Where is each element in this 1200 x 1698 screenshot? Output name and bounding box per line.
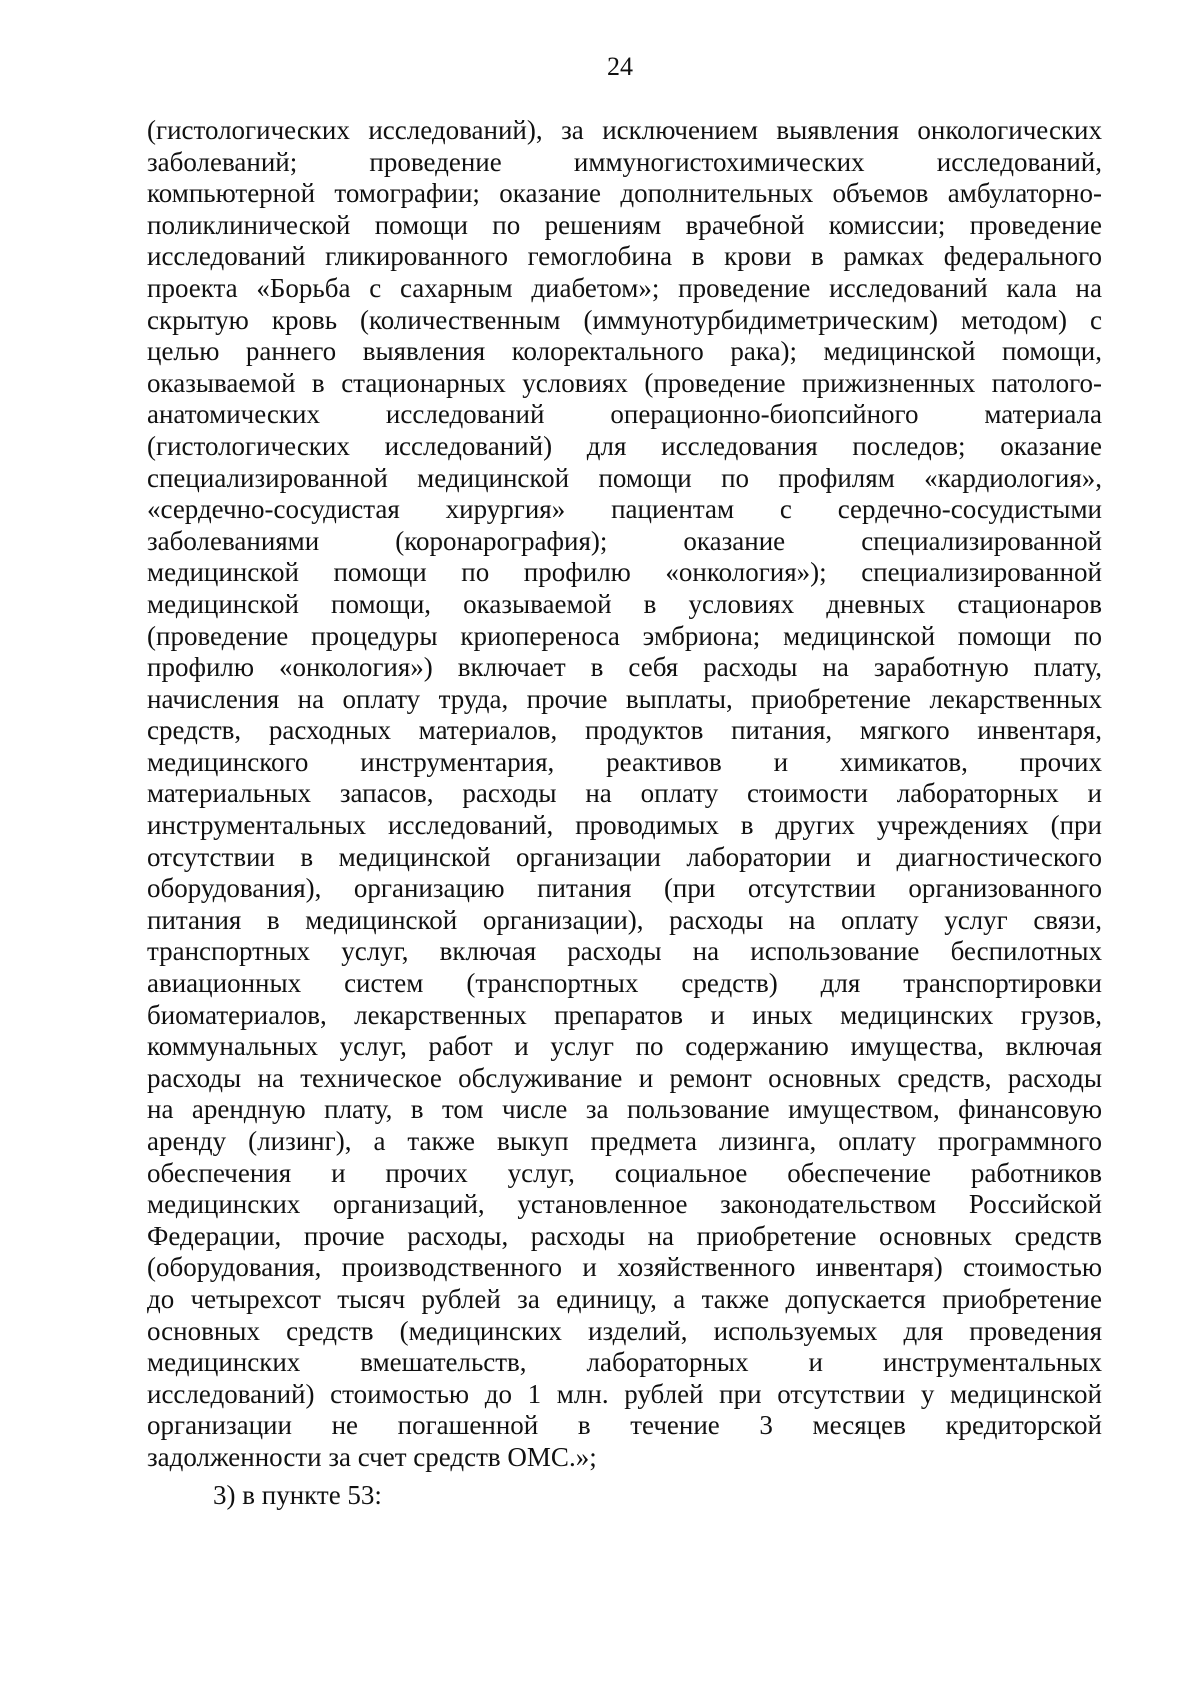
paragraph-line: медицинских организаций, установленное законодательством Российской [147,1189,1102,1220]
paragraph-line: на арендную плату, в том числе за пользование имуществом, финансовую [147,1094,1102,1125]
paragraph-line: заболеваний; проведение иммуногистохимических исследований, [147,146,1102,177]
paragraph-line: (гистологических исследований), за исключением выявления онкологических [147,115,1102,145]
paragraph-line: поликлинической помощи по решениям врачебной комиссии; проведение [147,209,1102,240]
paragraph-line: питания в медицинской организации), расходы на оплату услуг связи, [147,904,1102,935]
paragraph-line: анатомических исследований операционно-биопсийного материала [147,399,1102,430]
paragraph-line: основных средств (медицинских изделий, используемых для проведения [147,1315,1102,1346]
paragraph-line: (оборудования, производственного и хозяйственного инвентаря) стоимостью [147,1252,1102,1283]
paragraph-line: авиационных систем (транспортных средств) для транспортировки [147,968,1102,999]
paragraph-line: (гистологических исследований) для исследования последов; оказание [147,430,1102,461]
paragraph-line: обеспечения и прочих услуг, социальное обеспечение работников [147,1157,1102,1188]
paragraph-line: специализированной медицинской помощи по профилям «кардиология», [147,462,1102,493]
paragraph-line: медицинской помощи по профилю «онкология»); специализированной [147,557,1102,588]
paragraph-line: организации не погашенной в течение 3 месяцев кредиторской [147,1410,1102,1441]
paragraph-line: Федерации, прочие расходы, расходы на приобретение основных средств [147,1220,1102,1251]
paragraph-line: оказываемой в стационарных условиях (проведение прижизненных патолого- [147,367,1102,398]
paragraph-line: (проведение процедуры криопереноса эмбриона; медицинской помощи по [147,620,1102,651]
paragraph-line: исследований гликированного гемоглобина в крови в рамках федерального [147,241,1102,272]
paragraph-line: целью раннего выявления колоректального рака); медицинской помощи, [147,336,1102,367]
paragraph-line: оборудования), организацию питания (при отсутствии организованного [147,873,1102,904]
paragraph-line: проекта «Борьба с сахарным диабетом»; проведение исследований кала на [147,272,1102,303]
paragraph-line: профилю «онкология») включает в себя расходы на заработную плату, [147,652,1102,683]
paragraph-line: исследований) стоимостью до 1 млн. рублей при отсутствии у медицинской [147,1378,1102,1409]
paragraph-line: расходы на техническое обслуживание и ремонт основных средств, расходы [147,1062,1102,1093]
paragraph-line: «сердечно-сосудистая хирургия» пациентам с сердечно-сосудистыми [147,494,1102,525]
paragraph-line: компьютерной томографии; оказание дополнительных объемов амбулаторно- [147,178,1102,209]
paragraph-line: средств, расходных материалов, продуктов питания, мягкого инвентаря, [147,715,1102,746]
paragraph-line: скрытую кровь (количественным (иммунотурбидиметрическим) методом) с [147,304,1102,335]
paragraph-line: транспортных услуг, включая расходы на использование беспилотных [147,936,1102,967]
paragraph-line: материальных запасов, расходы на оплату стоимости лабораторных и [147,778,1102,809]
paragraph-line: начисления на оплату труда, прочие выплаты, приобретение лекарственных [147,683,1102,714]
paragraph-line: медицинских вмешательств, лабораторных и инструментальных [147,1347,1102,1378]
paragraph-line: отсутствии в медицинской организации лаборатории и диагностического [147,841,1102,872]
paragraph-line: коммунальных услуг, работ и услуг по содержанию имущества, включая [147,1031,1102,1062]
list-item-heading: 3) в пункте 53: [213,1479,382,1510]
paragraph-line: аренду (лизинг), а также выкуп предмета лизинга, оплату программного [147,1126,1102,1156]
body-paragraph [147,115,1102,1511]
paragraph-line: медицинской помощи, оказываемой в условиях дневных стационаров [147,588,1102,619]
paragraph-line: инструментальных исследований, проводимых в других учреждениях (при [147,810,1102,841]
page-number: 24 [607,52,633,81]
paragraph-line: медицинского инструментария, реактивов и химикатов, прочих [147,746,1102,777]
paragraph-line: биоматериалов, лекарственных препаратов и иных медицинских грузов, [147,999,1102,1030]
paragraph-line: заболеваниями (коронарография); оказание специализированной [147,525,1102,556]
paragraph-line: до четырехсот тысяч рублей за единицу, а также допускается приобретение [147,1283,1102,1314]
paragraph-last-line: задолженности за счет средств ОМС.»; [147,1441,597,1472]
